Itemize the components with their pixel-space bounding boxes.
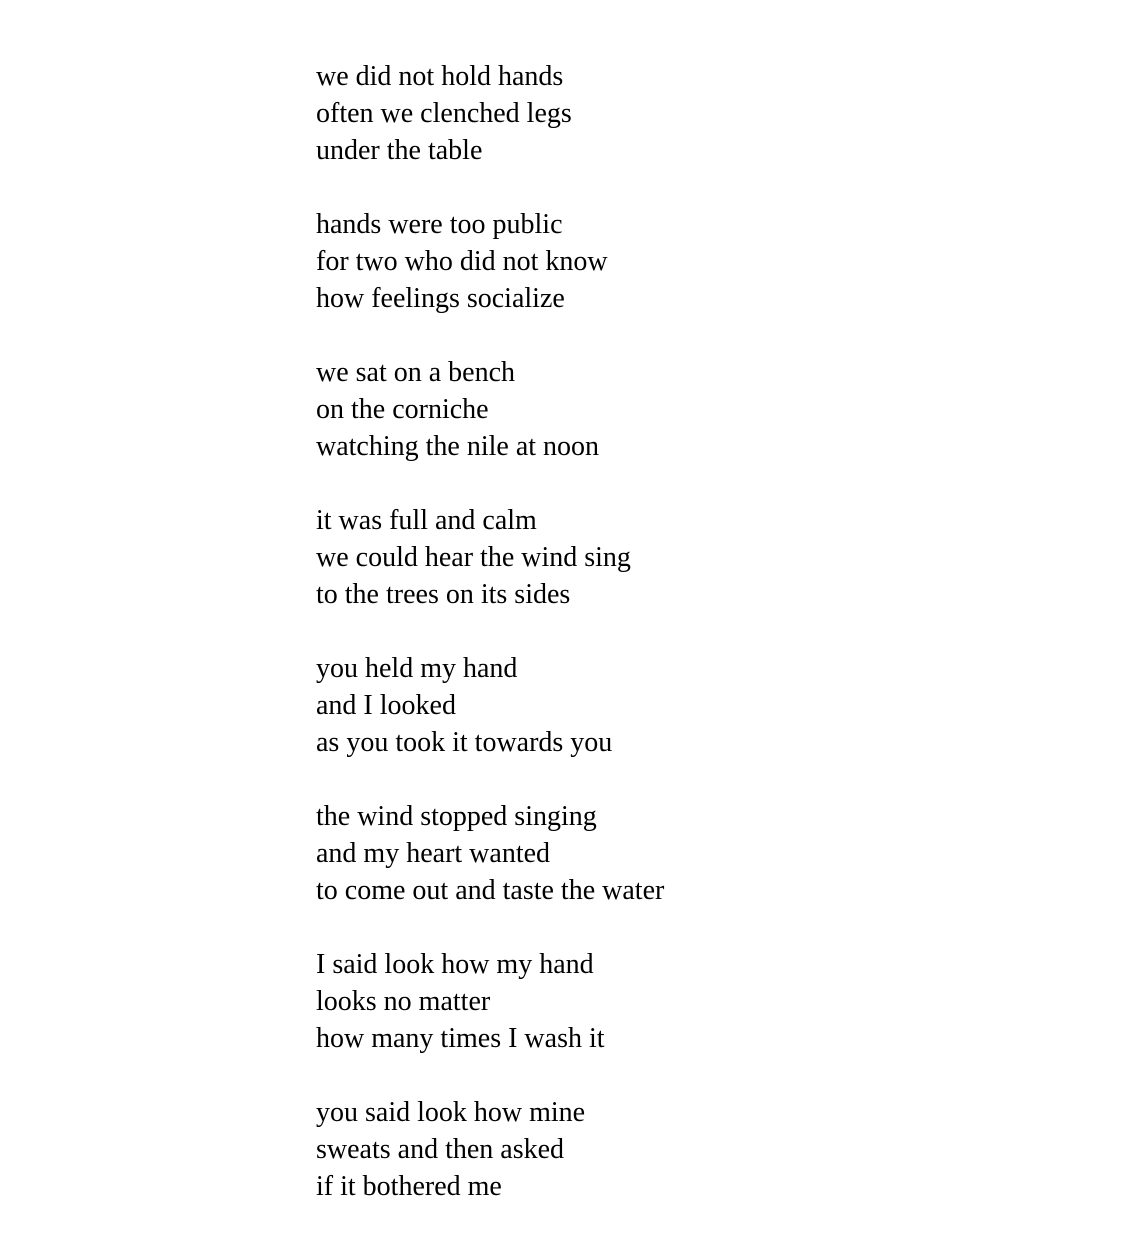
stanza	[316, 798, 1076, 909]
poem-text	[316, 58, 1076, 1205]
poem-line: we sat on a bench	[316, 357, 516, 388]
poem-line: you held my hand	[316, 653, 518, 684]
poem-line: and my heart wanted	[316, 838, 551, 869]
stanza	[316, 1094, 1076, 1205]
poem-line: hands were too public	[316, 209, 563, 240]
poem-line: as you took it towards you	[316, 727, 613, 758]
poem-line: the wind stopped singing	[316, 801, 597, 832]
stanza	[316, 58, 1076, 169]
poem-line: we could hear the wind sing	[316, 542, 631, 573]
stanza	[316, 502, 1076, 613]
poem-line: how many times I wash it	[316, 1023, 605, 1054]
poem-line: how feelings socialize	[316, 283, 565, 314]
stanza	[316, 354, 1076, 465]
stanza	[316, 206, 1076, 317]
poem-line: for two who did not know	[316, 246, 608, 277]
poem-line: you said look how mine	[316, 1097, 586, 1128]
poem-line: we did not hold hands	[316, 61, 564, 92]
poem-line: often we clenched legs	[316, 98, 572, 129]
poem-line: sweats and then asked	[316, 1134, 565, 1165]
poem-line: under the table	[316, 135, 483, 166]
poem-line: if it bothered me	[316, 1171, 502, 1202]
stanza	[316, 946, 1076, 1057]
poem-line: and I looked	[316, 690, 456, 721]
poem-line: to the trees on its sides	[316, 579, 571, 610]
poem-line: I said look how my hand	[316, 949, 594, 980]
poem-line: looks no matter	[316, 986, 491, 1017]
poem-line: to come out and taste the water	[316, 875, 665, 906]
stanza	[316, 650, 1076, 761]
poem-line: on the corniche	[316, 394, 489, 425]
poem-line: watching the nile at noon	[316, 431, 600, 462]
poem-line: it was full and calm	[316, 505, 537, 536]
